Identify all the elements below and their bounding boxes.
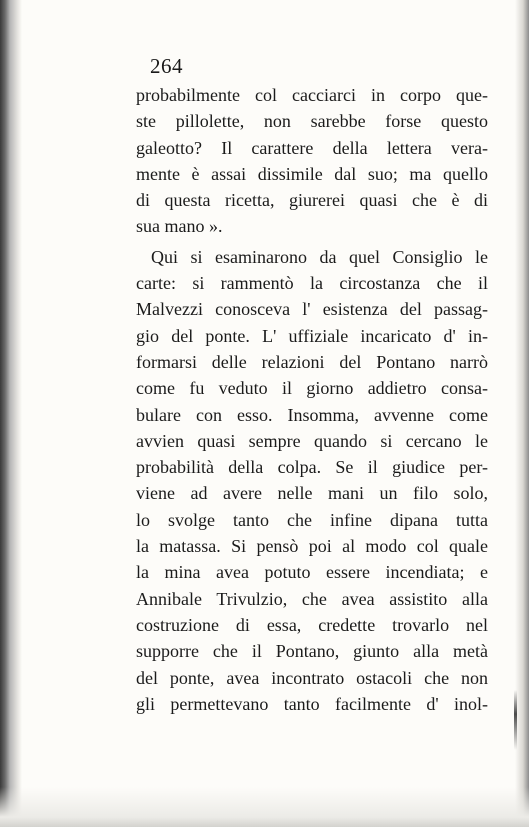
text-line: bulare con esso. Insomma, avvenne come (136, 404, 488, 425)
text-line: galeotto? Il carattere della lettera vera- (136, 137, 488, 158)
text-line: avvien quasi sempre quando si cercano le (136, 430, 488, 451)
text-line: viene ad avere nelle mani un filo solo, (136, 483, 488, 504)
text-line: sua mano ». (136, 216, 223, 237)
text-line: di questa ricetta, giurerei quasi che è di (136, 190, 488, 211)
page-bottom-edge (0, 787, 529, 827)
text-line: la mina avea potuto essere incendiata; e (136, 562, 488, 583)
text-line: supporre che il Pontano, giunto alla metà (136, 641, 488, 662)
text-line: formarsi delle relazioni del Pontano narrò (136, 351, 488, 372)
text-line: carte: si rammentò la circostanza che il (136, 273, 488, 294)
body-text (136, 82, 488, 717)
text-line: del ponte, avea incontrato ostacoli che non (136, 667, 488, 688)
binding-shadow (0, 0, 22, 827)
text-line: Qui si esaminarono da quel Consiglio le (151, 246, 488, 267)
margin-smudge (514, 690, 517, 750)
page-number: 264 (150, 54, 183, 78)
text-line: probabilità della colpa. Se il giudice per- (136, 457, 488, 478)
page-edge (515, 0, 529, 827)
text-line: la matassa. Si pensò poi al modo col quale (136, 536, 488, 557)
text-line: lo svolge tanto che infine dipana tutta (136, 509, 488, 530)
text-line: probabilmente col cacciarci in corpo que- (136, 85, 488, 105)
paragraph (136, 82, 488, 240)
text-line: ste pillolette, non sarebbe forse questo (136, 111, 488, 132)
paragraph (136, 244, 488, 717)
text-line: gio del ponte. L' uffiziale incaricato d' in- (136, 325, 488, 346)
text-line: gli permettevano tanto facilmente d' inol- (136, 693, 488, 714)
text-line: costruzione di essa, credette trovarlo nel (136, 614, 488, 635)
text-line: Annibale Trivulzio, che avea assistito alla (136, 588, 488, 609)
text-line: mente è assai dissimile dal suo; ma quello (136, 163, 488, 184)
text-line: come fu veduto il giorno addietro consa- (136, 378, 488, 399)
text-line: Malvezzi conosceva l' esistenza del passag- (136, 299, 488, 320)
